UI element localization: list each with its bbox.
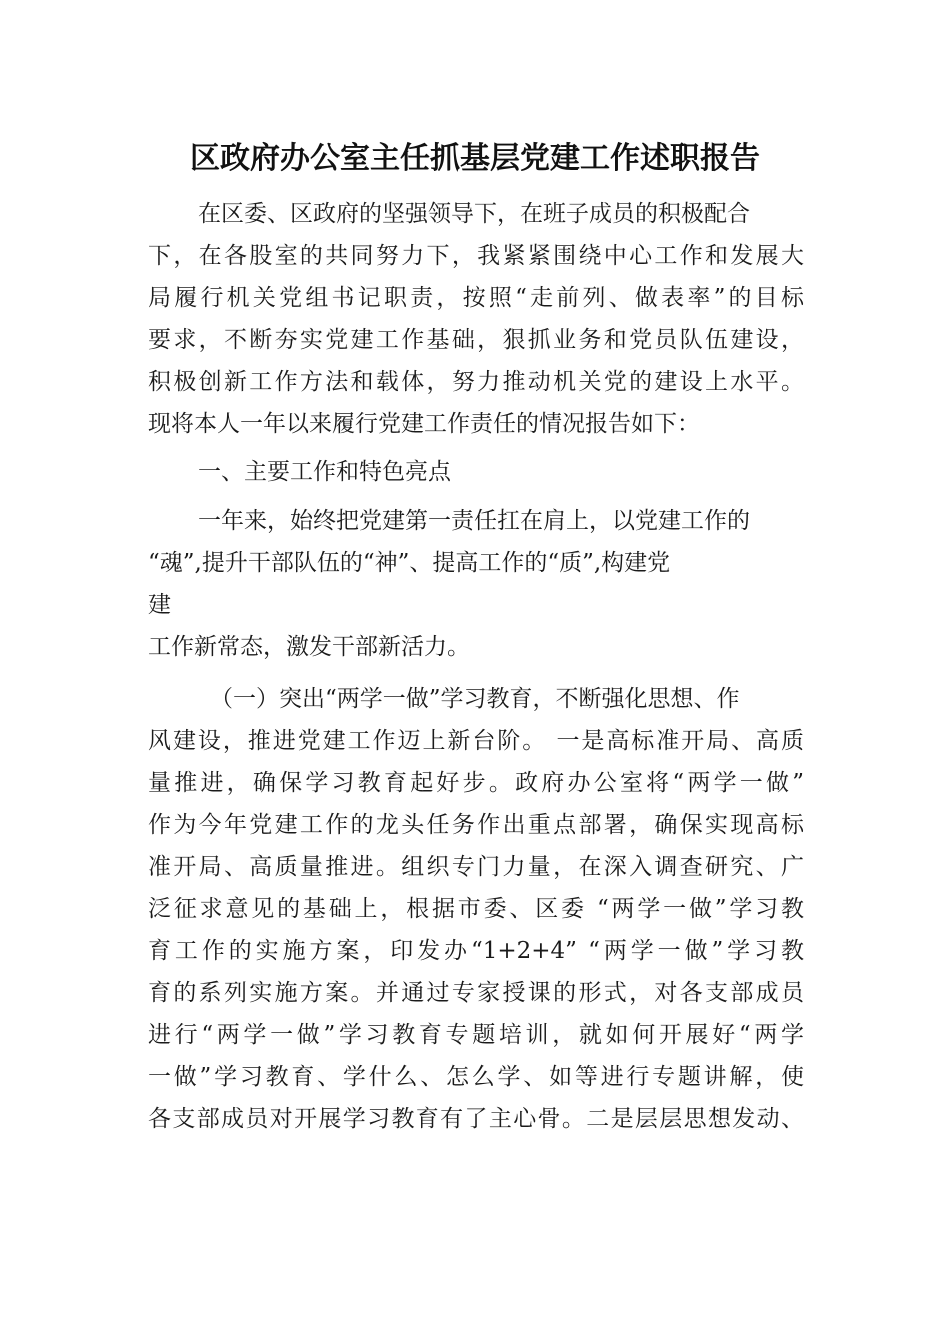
document-title: 区政府办公室主任抓基层党建工作述职报告 bbox=[190, 141, 760, 176]
paragraph-line: 各支部成员对开展学习教育有了主心骨。二是层层思想发动、 bbox=[148, 1106, 804, 1132]
paragraph-line: 准开局、高质量推进。组织专门力量，在深入调查研究、广 bbox=[148, 854, 804, 880]
paragraph-line: 建 bbox=[148, 592, 171, 618]
paragraph-line: 现将本人一年以来履行党建工作责任的情况报告如下： bbox=[148, 411, 700, 437]
paragraph-line: 一做”学习教育、学什么、怎么学、如等进行专题讲解，使 bbox=[148, 1064, 804, 1090]
subsection-line: （一）突出“两学一做”学习教育，不断强化思想、作 bbox=[210, 686, 740, 712]
paragraph-line: 下，在各股室的共同努力下，我紧紧围绕中心工作和发展大 bbox=[148, 243, 804, 269]
paragraph-line: 要求，不断夯实党建工作基础，狠抓业务和党员队伍建设， bbox=[148, 327, 804, 353]
paragraph-line: 在区委、区政府的坚强领导下，在班子成员的积极配合 bbox=[198, 201, 750, 227]
paragraph-line: 一年来，始终把党建第一责任扛在肩上，以党建工作的 bbox=[198, 508, 750, 534]
paragraph-line: 积极创新工作方法和载体，努力推动机关党的建设上水平。 bbox=[148, 369, 804, 395]
section-heading: 一、主要工作和特色亮点 bbox=[198, 459, 451, 485]
paragraph-line: 量推进，确保学习教育起好步。政府办公室将“两学一做” bbox=[148, 770, 804, 796]
paragraph-line: 泛征求意见的基础上，根据市委、区委 “两学一做”学习教 bbox=[148, 896, 804, 922]
paragraph-line: 进行“两学一做”学习教育专题培训，就如何开展好“两学 bbox=[148, 1022, 804, 1048]
paragraph-line: 风建设，推进党建工作迈上新台阶。 一是高标准开局、高质 bbox=[148, 728, 804, 754]
paragraph-line: “魂”,提升干部队伍的“神”、提高工作的“质”,构建党 bbox=[148, 550, 671, 576]
paragraph-line: 局履行机关党组书记职责，按照“走前列、做表率”的目标 bbox=[148, 285, 804, 311]
paragraph-line: 工作新常态，激发干部新活力。 bbox=[148, 634, 470, 660]
paragraph-line: 育的系列实施方案。并通过专家授课的形式，对各支部成员 bbox=[148, 980, 804, 1006]
paragraph-line: 作为今年党建工作的龙头任务作出重点部署，确保实现高标 bbox=[148, 812, 804, 838]
paragraph-line: 育工作的实施方案，印发办“1+2+4” “两学一做”学习教 bbox=[148, 938, 804, 964]
